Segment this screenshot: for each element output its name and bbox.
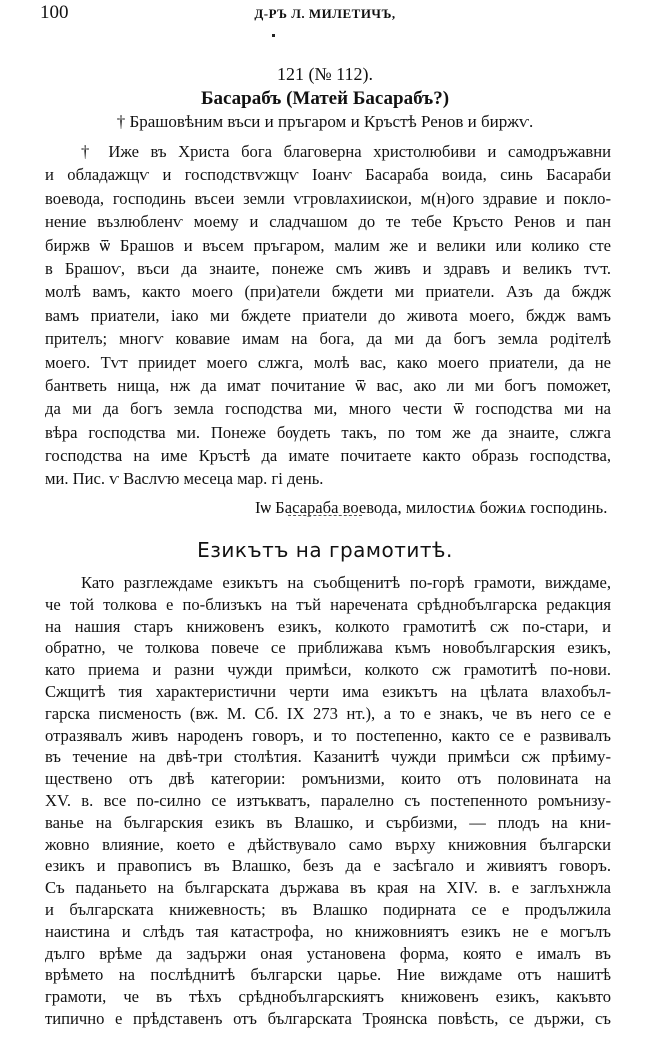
charter-title: Басарабъ (Матей Басарабъ?) — [200, 88, 450, 109]
text-line: Сжщитѣ тия характеристични черти има езикътъ на цѣлата влахобъл- — [45, 681, 611, 701]
charter-text — [45, 140, 611, 491]
text-line: че той толкова е по-близъкъ на тъй наречената срѣднобългарска редакция — [45, 594, 611, 614]
page-number: 100 — [40, 2, 69, 23]
text-line: нение възлюбленѵ моему и сладчашом до те тебе Кръсто Ренов и пан — [45, 212, 611, 232]
charter-address: † Брашовѣним въси и пръгаром и Кръстѣ Ренов и биржѵ. — [116, 112, 534, 131]
text-line: на нашия старъ книжовенъ езикъ, колкото грамотитѣ сж по-стари, и — [45, 616, 611, 636]
section-body — [45, 572, 611, 1030]
text-line: и българската книжевность; въ Влашко подирната се е продължила — [45, 899, 611, 919]
text-line: и обладажщѵ и господствѵжщѵ Іоанѵ Басараба воида, синь Басараби — [45, 165, 611, 185]
text-line: XV. в. все по-силно се изтъкватъ, паралелно съ постепенното ромънизу- — [45, 790, 611, 810]
text-line: езикъ и правописъ въ Влашко, безъ да е засѣгало и живиятъ говоръ. — [45, 856, 611, 876]
text-line: гарска писменость (вж. М. Сб. IX 273 нт.), а то е знакъ, че въ него се е — [45, 703, 611, 723]
text-line: грамоти, че въ тѣхъ срѣднобългарскиятъ книжовенъ езикъ, какъвто — [45, 987, 611, 1007]
text-line: обратно, че толкова повече се приближава къмъ новобългарския езикъ, — [45, 638, 611, 658]
text-line: прителъ; многѵ ковавие имам на бога, да ми да богъ земла родітелѣ — [45, 329, 611, 349]
section-heading: Езикътъ на грамотитѣ. — [197, 538, 453, 562]
text-line: дълго врѣме да задържи оная установена форма, която е ималъ въ — [45, 943, 611, 963]
text-line: като приема и разни чужди примѣси, колкото сж грамотитѣ по-нови. — [45, 660, 611, 680]
text-line: да ми да богъ земла господства ми, много чести ѿ господства ми на — [45, 399, 611, 419]
running-head: Д-РЪ Л. МИЛЕТИЧЪ, — [254, 6, 396, 21]
text-line: воевода, господинь въсеи земли ѵгровлахиискои, м(н)ого здравие и покло- — [45, 188, 611, 208]
text-line: господства на име Кръстѣ да имате почитаете както образь господства, — [45, 446, 611, 466]
text-line: бантветь нища, нж да имат почитание ѿ вас, ако ли ми богъ поможет, — [45, 375, 611, 395]
text-line: Съ паданьето на българската държава въ края на XIV. в. е заглъхнжла — [45, 878, 611, 898]
text-line: моего. Тѵт приидет моего слжга, молѣ вас, како моего приатели, да не — [45, 352, 611, 372]
text-line: ванье на българския езикъ въ Влашко, и сърбизми, — плодъ на кни- — [45, 812, 611, 832]
text-line: врѣмето на послѣднитѣ български царье. Ние виждаме отъ нашитѣ — [45, 965, 611, 985]
text-line: типично е прѣдставенъ отъ българската Троянска повѣсть, се държи, съ — [45, 1008, 611, 1028]
text-line: † Иже въ Христа бога благоверна христолюбиви и самодръжавни — [81, 142, 611, 161]
print-mark — [272, 34, 275, 37]
text-line: ществено отъ двѣ категории: ромънизми, които отъ половината на — [45, 769, 611, 789]
section-separator — [288, 515, 362, 517]
text-line: вѣра господства ми. Понеже бѹдеть такъ, по том же да знаите, слжга — [45, 422, 611, 442]
text-line: отразявалъ живъ народенъ говоръ, и то постепенно, както се е развивалъ — [45, 725, 611, 745]
text-line: жовно влияние, което е дѣйствувало само върху книжовния български — [45, 834, 611, 854]
charter-number: 121 (№ 112). — [277, 64, 373, 84]
text-line: вамъ приатели, іако ми бждете приатели до живота моего, бждж вамъ — [45, 305, 611, 325]
charter-signature: Іѡ Басараба воевода, милостиѧ божиѧ господинь. — [255, 498, 608, 517]
text-line: в Брашоѵ, въси да знаите, понеже смъ живъ и здравъ и великъ тѵт. — [45, 258, 611, 278]
text-line: Като разглеждаме езикътъ на съобщенитѣ по-горѣ грамоти, виждаме, — [81, 573, 611, 592]
text-line: биржв ѿ Брашов и въсем пръгаром, малим же и велики или колико сте — [45, 235, 611, 255]
text-line: въ течение на двѣ-три столѣтия. Казанитѣ чужди примѣси сж прѣиму- — [45, 747, 611, 767]
text-line: наистина и слѣдъ тая катастрофа, но книжовниятъ езикъ не е могълъ — [45, 921, 611, 941]
text-line: ми. Пис. ѵ Васлѵю месеца мар. гі день. — [45, 469, 324, 489]
text-line: молѣ вамъ, както моего (при)атели бждети ми приатели. Азъ да бждж — [45, 282, 611, 302]
